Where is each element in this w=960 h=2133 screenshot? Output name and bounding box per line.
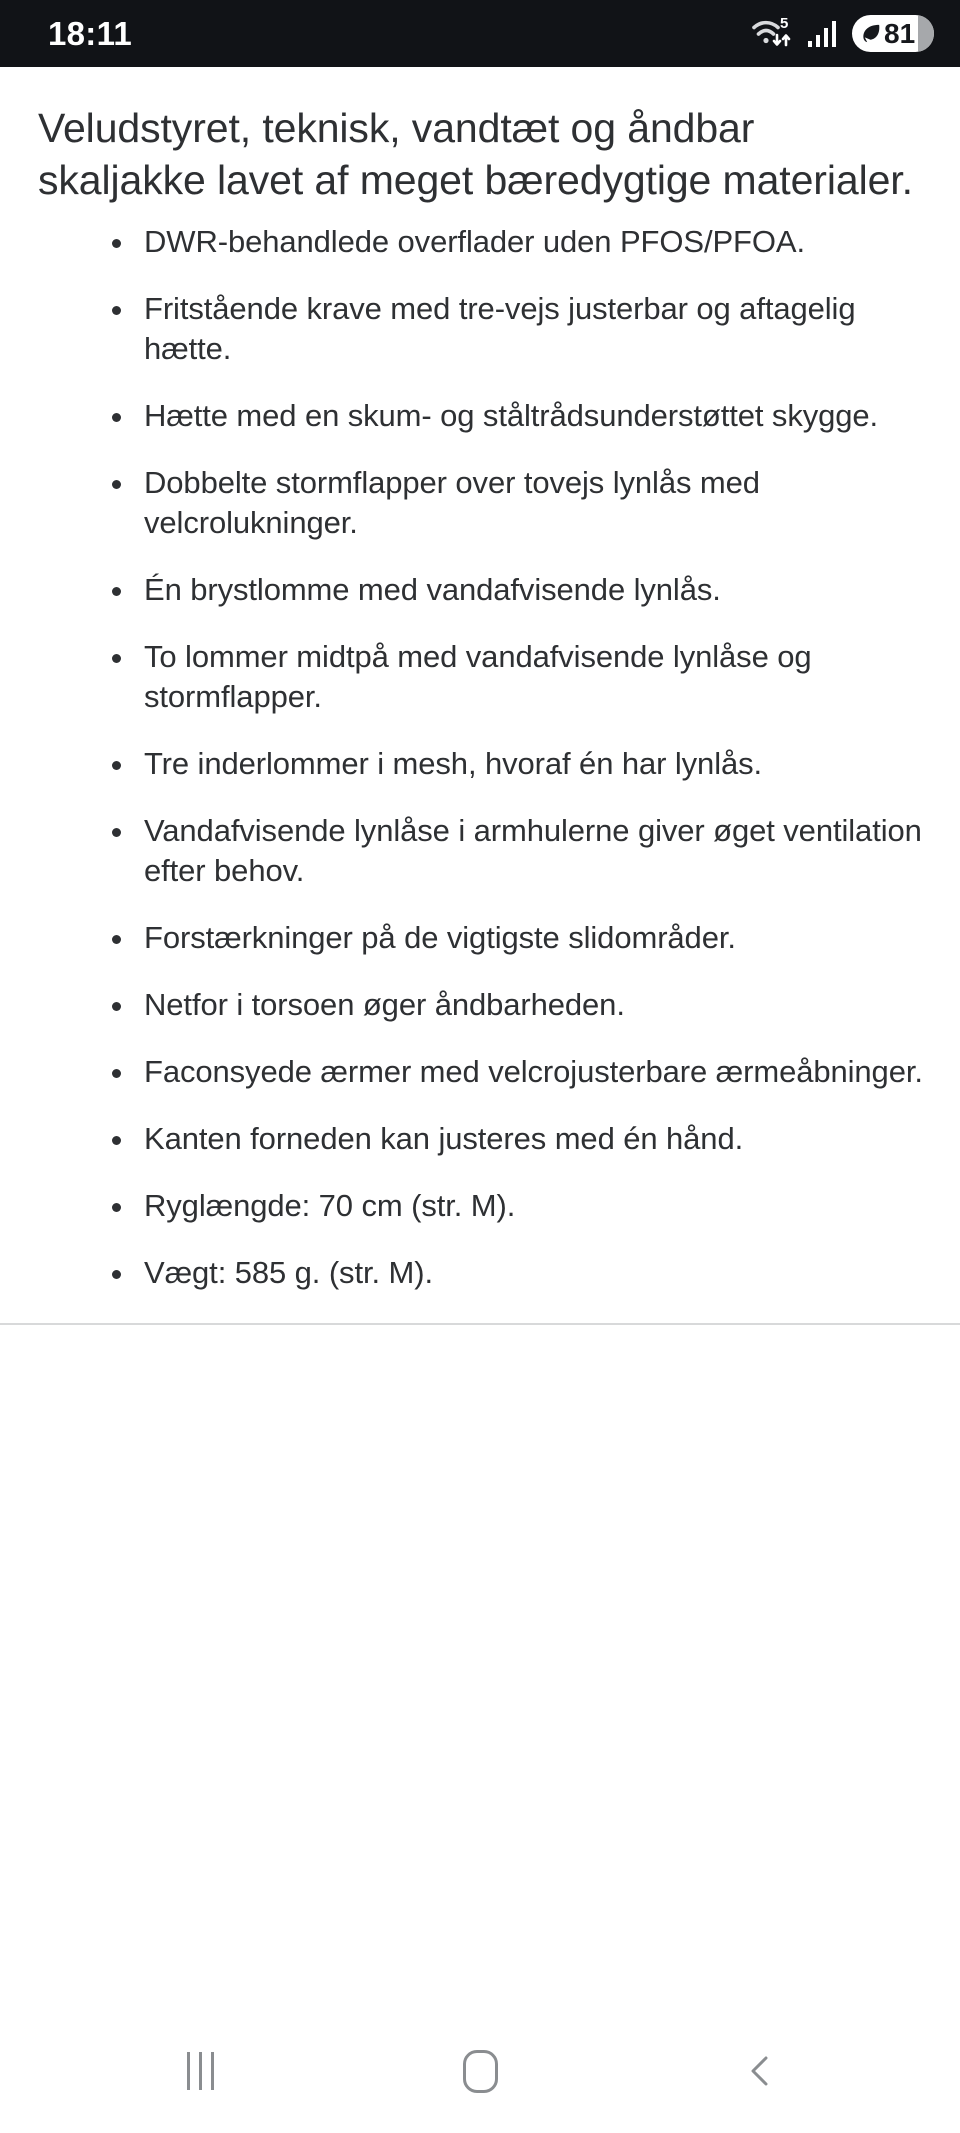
back-chevron-icon	[740, 2051, 780, 2091]
status-bar-clock: 18:11	[48, 15, 133, 52]
list-item: Forstærkninger på de vigtigste slidområder.	[112, 918, 930, 958]
list-item: Dobbelte stormflapper over tovejs lynlås med velcrolukninger.	[112, 463, 930, 543]
back-button[interactable]	[700, 2026, 820, 2116]
home-button[interactable]	[420, 2026, 540, 2116]
home-icon	[463, 2050, 498, 2093]
status-bar-icons	[750, 14, 934, 54]
list-item: Hætte med en skum- og ståltrådsunderstøttet skygge.	[112, 396, 930, 436]
recents-icon	[187, 2052, 214, 2090]
list-item: DWR-behandlede overflader uden PFOS/PFOA.	[112, 222, 930, 262]
list-item: Ryglængde: 70 cm (str. M).	[112, 1186, 930, 1226]
product-description-panel	[0, 67, 960, 1325]
list-item: Én brystlomme med vandafvisende lynlås.	[112, 570, 930, 610]
section-divider	[0, 1323, 960, 1325]
wifi-icon	[750, 14, 796, 54]
list-item: To lommer midtpå med vandafvisende lynlåse og stormflapper.	[112, 637, 930, 717]
list-item: Tre inderlommer i mesh, hvoraf én har lynlås.	[112, 744, 930, 784]
list-item: Faconsyede ærmer med velcrojusterbare ærmeåbninger.	[112, 1052, 930, 1092]
list-item: Kanten forneden kan justeres med én hånd.	[112, 1119, 930, 1159]
page-title: Veludstyret, teknisk, vandtæt og åndbar skaljakke lavet af meget bæredygtige materialer.	[38, 105, 913, 203]
list-item: Vægt: 585 g. (str. M).	[112, 1253, 930, 1293]
list-item: Vandafvisende lynlåse i armhulerne giver øget ventilation efter behov.	[112, 811, 930, 891]
list-item: Fritstående krave med tre-vejs justerbar og aftagelig hætte.	[112, 289, 930, 369]
status-badge	[852, 15, 934, 52]
status-bar	[0, 0, 960, 67]
svg-text:5: 5	[780, 14, 789, 32]
feature-list	[0, 206, 960, 1293]
list-item: Netfor i torsoen øger åndbarheden.	[112, 985, 930, 1025]
battery-leaf-icon	[860, 22, 883, 45]
android-navigation-bar	[0, 2009, 960, 2133]
battery-percent-label: 81	[884, 17, 916, 49]
cellular-signal-icon	[807, 17, 841, 51]
recents-button[interactable]	[140, 2026, 260, 2116]
